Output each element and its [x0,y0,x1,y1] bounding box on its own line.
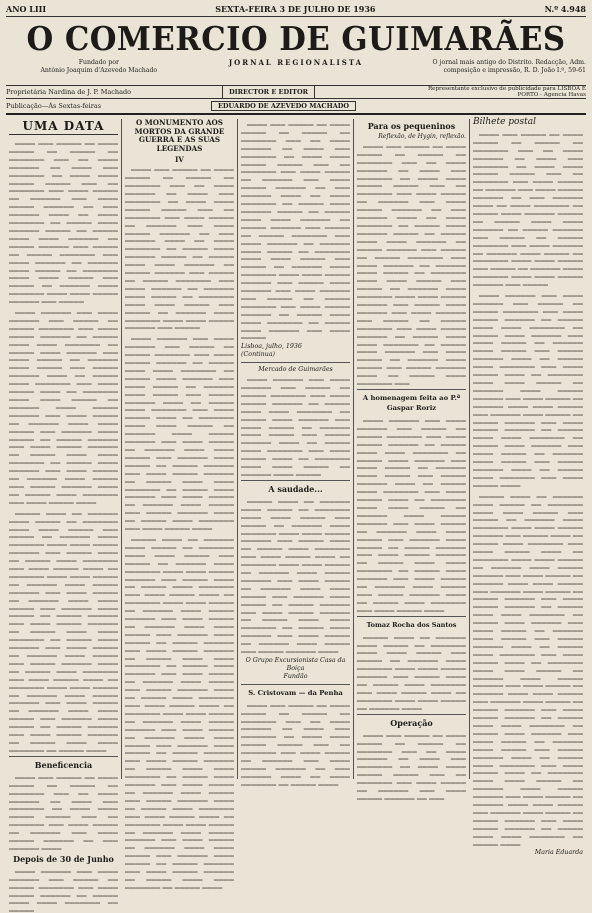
section-title-operacao: Operação [390,717,433,728]
representante: Representante exclusivo de publicidade para LISBOA E PORTO - Agencia Havas [427,86,586,98]
column-4 [354,119,470,800]
column-1 [6,119,122,913]
article-body-placeholder: ▁▁▁▁▁ ▁▁▁▁ ▁▁ ▁▁▁▁▁▁ ▁▁▁▁ ▁▁▁▁▁ ▁▁ ▁▁▁▁▁▁▁ ▁▁▁▁ ▁▁▁▁ ▁▁▁▁▁ ▁▁▁ ▁▁▁▁▁ ▁▁ ▁▁▁▁▁▁ ▁▁▁▁ ▁▁▁▁▁▁▁ ▁▁▁▁ ▁▁▁▁ ▁▁▁▁▁ ▁▁▁▁▁▁ ▁▁▁ ▁▁▁▁▁ ▁▁▁▁ ▁▁ ▁▁▁▁▁ ▁▁▁▁ ▁▁▁▁▁▁▁ ▁▁▁ ▁▁▁▁ ▁▁▁▁▁ ▁▁▁▁ ▁▁ ▁▁▁▁▁▁▁ ▁▁▁▁ ▁▁▁▁ ▁▁▁▁▁ ▁▁ ▁▁▁▁▁▁ ▁▁▁▁ [357,631,466,710]
article-body-placeholder: ▁▁▁▁ ▁▁▁ ▁▁▁▁▁ ▁▁ ▁▁▁▁ ▁▁▁▁▁ ▁▁ ▁▁▁▁▁ ▁▁ ▁▁▁▁▁▁▁ ▁▁▁ ▁▁ ▁▁▁▁ ▁▁▁▁▁▁ ▁▁ ▁▁▁▁ ▁▁▁ ▁▁▁▁▁▁▁ ▁▁ ▁▁▁▁ ▁▁▁▁ ▁▁▁▁▁ ▁▁▁▁▁ ▁▁▁ ▁▁ ▁▁▁▁▁▁▁ ▁▁▁ ▁▁▁▁ ▁▁▁▁▁ ▁▁ ▁▁▁▁▁▁ ▁▁▁ ▁▁▁▁ ▁▁▁▁▁ ▁▁▁▁▁▁ ▁▁ ▁▁▁ ▁▁▁▁▁▁ ▁▁▁▁ [9,771,118,850]
journal-subtitle: JORNAL REGIONALISTA [228,58,364,67]
article-body-placeholder: ▁▁▁▁ ▁▁▁▁▁▁ ▁▁▁ ▁▁▁▁ ▁▁▁▁▁▁ ▁▁▁ ▁▁▁▁▁ ▁▁ ▁▁▁▁▁ ▁▁▁▁▁▁▁ ▁▁▁ ▁▁▁▁ ▁▁▁▁▁ ▁▁▁▁▁▁ ▁▁ ▁▁▁▁▁ ▁▁▁▁ ▁▁▁▁ ▁▁▁▁▁▁▁ ▁▁ ▁▁▁▁▁ ▁▁▁▁ ▁▁▁▁▁▁ ▁▁▁ ▁▁▁▁ ▁▁▁▁▁ ▁▁ ▁▁▁▁▁▁ ▁▁▁▁ ▁▁▁▁▁ ▁▁▁ ▁▁▁▁▁ ▁▁▁▁▁▁ ▁▁▁▁ ▁▁ ▁▁▁▁▁ ▁▁▁▁ ▁▁▁▁▁▁▁ ▁▁▁ ▁▁▁▁ ▁▁▁▁▁ ▁▁▁▁ ▁▁ ▁▁▁▁▁▁▁ ▁▁▁▁ ▁▁▁▁ ▁▁▁▁▁ ▁▁ ▁▁▁▁▁▁ ▁▁▁▁ ▁▁▁▁▁ ▁▁▁▁▁▁ ▁▁▁ ▁▁▁▁ ▁▁▁▁▁ ▁▁ ▁▁▁▁▁▁ ▁▁▁▁ ▁▁▁▁ ▁▁▁▁▁ ▁▁▁ ▁▁▁▁▁▁ ▁▁▁▁ ▁▁▁▁▁ ▁▁ ▁▁▁▁▁ ▁▁▁▁▁▁ ▁▁▁ ▁▁▁▁ ▁▁▁▁▁ ▁▁▁▁▁▁ ▁▁ ▁▁▁▁▁ ▁▁▁▁ ▁▁▁▁ ▁▁▁▁▁▁▁ ▁▁ ▁▁▁▁▁ ▁▁▁▁ ▁▁▁▁▁▁ ▁▁▁ ▁▁▁▁ ▁▁▁▁▁ ▁▁ ▁▁▁▁▁▁ ▁▁▁▁ ▁▁▁▁▁ ▁▁▁ ▁▁▁▁▁ ▁▁▁▁▁▁ ▁▁▁▁ ▁▁ ▁▁▁▁▁ ▁▁▁▁ ▁▁▁▁▁▁▁ ▁▁▁ ▁▁▁▁ ▁▁▁▁▁ ▁▁▁▁ [357,415,466,612]
issue-number: N.º 4.948 [544,4,586,14]
director-label: DIRECTOR E EDITOR [222,85,315,99]
article-body-placeholder: ▁▁▁▁ ▁▁▁ ▁▁▁▁▁ ▁▁ ▁▁▁▁ ▁▁▁▁▁ ▁▁ ▁▁▁▁▁ ▁▁ ▁▁▁▁▁▁▁ ▁▁▁ ▁▁ ▁▁▁▁ ▁▁▁▁▁▁ ▁▁ ▁▁▁▁ ▁▁▁ ▁▁▁▁▁▁▁ ▁▁ ▁▁▁▁ ▁▁▁▁ ▁▁▁▁▁ ▁▁▁▁▁ ▁▁▁ ▁▁ ▁▁▁▁▁▁▁ ▁▁▁ ▁▁▁▁ ▁▁▁▁▁ ▁▁ ▁▁▁▁▁▁ ▁▁▁ ▁▁▁▁ ▁▁▁▁▁ ▁▁▁▁▁▁ ▁▁ ▁▁▁ ▁▁▁▁▁▁ ▁▁▁▁ ▁▁ ▁▁▁▁ ▁▁▁▁▁▁▁ ▁▁ ▁▁▁▁▁ ▁▁▁▁ ▁▁▁▁▁▁ ▁▁▁▁▁ ▁▁ ▁▁▁▁▁ ▁▁▁▁ ▁▁▁▁ ▁▁▁▁▁▁ ▁▁ ▁▁▁▁▁ ▁▁▁▁▁▁ ▁▁▁ ▁▁▁▁▁ ▁▁ ▁▁▁▁▁ ▁▁▁▁▁▁▁ ▁▁▁ ▁▁▁▁ ▁▁▁▁▁▁ ▁▁ ▁▁▁▁▁▁ ▁▁▁▁ ▁▁▁▁▁ ▁▁ ▁▁▁▁▁▁▁ ▁▁▁▁ ▁▁▁▁ ▁▁▁▁▁ ▁▁▁ ▁▁▁▁▁ ▁▁ ▁▁▁▁▁▁ ▁▁▁▁ ▁▁▁▁▁▁▁ ▁▁▁▁ ▁▁▁▁ ▁▁▁▁▁ ▁▁▁▁▁▁ ▁▁▁ ▁▁▁▁▁ ▁▁▁▁ ▁▁▁▁▁▁ ▁▁▁ ▁▁▁▁ ▁▁▁▁▁▁ ▁▁▁ ▁▁▁▁▁ ▁▁ ▁▁▁▁▁ ▁▁▁▁▁▁▁ ▁▁▁ ▁▁▁▁ ▁▁▁▁▁ ▁▁▁▁▁▁ ▁▁ ▁▁▁▁▁ ▁▁▁▁ ▁▁▁▁ ▁▁▁▁▁▁▁ ▁▁ ▁▁▁▁▁ ▁▁▁▁ ▁▁▁▁▁▁ ▁▁▁ ▁▁▁▁ ▁▁▁▁▁ ▁▁ ▁▁▁▁▁▁ ▁▁▁▁ ▁▁▁▁▁ ▁▁▁ ▁▁▁▁▁ ▁▁▁▁▁▁ ▁▁▁▁ ▁▁ ▁▁▁▁▁ ▁▁▁▁ ▁▁▁▁▁▁▁ ▁▁▁ ▁▁▁▁ ▁▁▁▁▁ ▁▁▁▁ ▁▁ ▁▁▁▁▁▁▁ ▁▁▁▁ ▁▁▁▁ ▁▁▁▁▁ ▁▁ ▁▁▁▁▁▁ ▁▁▁▁ ▁▁▁▁▁ ▁▁▁▁▁▁ ▁▁▁ ▁▁▁▁ ▁▁▁▁▁ ▁▁ ▁▁▁▁▁▁ ▁▁▁▁ ▁▁▁▁ ▁▁▁▁▁ ▁▁▁ ▁▁▁▁▁▁ ▁▁▁▁ ▁▁▁▁▁ ▁▁ ▁▁▁▁▁ ▁▁▁▁▁▁ ▁▁▁ ▁▁▁▁ ▁▁▁▁▁ ▁▁▁▁▁▁ ▁▁ ▁▁▁▁▁ ▁▁▁▁ ▁▁▁▁ ▁▁▁▁▁▁▁ ▁▁ ▁▁▁▁▁ ▁▁▁▁ ▁▁▁▁▁▁ ▁▁▁ ▁▁▁▁ ▁▁▁▁▁ ▁▁ ▁▁▁▁▁▁ ▁▁▁▁ ▁▁▁▁▁ ▁▁▁ ▁▁▁▁▁ ▁▁▁▁▁▁ ▁▁▁▁ ▁▁ ▁▁▁▁▁ ▁▁▁▁ ▁▁▁▁▁▁▁ ▁▁▁ ▁▁▁▁ ▁▁▁▁▁ ▁▁▁▁ ▁▁▁▁▁ ▁▁▁▁ ▁▁ ▁▁▁▁▁▁ ▁▁▁▁ ▁▁▁▁▁ ▁▁ ▁▁▁▁▁▁▁ ▁▁▁▁ ▁▁▁▁ ▁▁▁▁▁ ▁▁▁ ▁▁▁▁▁ ▁▁ ▁▁▁▁▁▁ ▁▁▁▁ ▁▁▁▁▁▁▁ ▁▁▁▁ ▁▁▁▁ ▁▁▁▁▁ ▁▁▁▁▁▁ ▁▁▁ ▁▁▁▁▁ ▁▁▁▁ ▁▁ ▁▁▁▁▁ ▁▁▁▁ ▁▁▁▁▁▁▁ ▁▁▁ ▁▁▁▁ ▁▁▁▁▁ ▁▁▁▁ ▁▁ ▁▁▁▁▁▁▁ ▁▁▁▁ ▁▁▁▁ ▁▁▁▁▁ ▁▁ ▁▁▁▁▁▁ ▁▁▁▁ ▁▁▁▁▁ ▁▁▁▁▁▁ ▁▁▁ ▁▁▁▁ ▁▁▁▁▁ ▁▁ ▁▁▁▁▁▁ ▁▁▁▁ ▁▁▁▁ ▁▁▁▁▁ ▁▁▁ ▁▁▁▁▁▁ ▁▁▁▁ ▁▁▁▁▁ ▁▁ ▁▁▁▁▁ ▁▁▁▁▁▁ ▁▁▁ ▁▁▁▁ ▁▁▁▁▁ ▁▁▁▁▁▁ ▁▁ ▁▁▁▁▁ ▁▁▁▁ ▁▁▁▁ ▁▁▁▁▁▁▁ ▁▁ ▁▁▁▁▁ ▁▁▁▁ ▁▁▁▁▁▁ ▁▁▁ ▁▁▁▁ ▁▁▁▁▁ ▁▁ ▁▁▁▁▁▁ ▁▁▁▁ ▁▁▁▁▁ ▁▁▁ ▁▁▁▁▁ ▁▁▁▁▁▁ ▁▁▁▁ ▁▁ ▁▁▁▁▁ ▁▁▁▁ ▁▁▁▁▁▁▁ ▁▁▁ ▁▁▁▁ ▁▁▁▁▁ ▁▁▁▁ ▁▁ ▁▁▁▁▁▁▁ ▁▁▁▁ ▁▁▁▁ ▁▁▁▁▁ ▁▁ ▁▁▁▁▁▁ ▁▁▁▁ ▁▁▁▁▁ ▁▁▁▁▁▁ ▁▁▁ ▁▁▁▁ ▁▁▁▁▁ ▁▁ ▁▁▁▁▁▁ ▁▁▁▁ ▁▁▁▁ ▁▁▁▁▁ ▁▁▁ ▁▁▁▁▁▁ ▁▁▁▁ ▁▁▁▁▁ ▁▁ ▁▁▁▁▁ ▁▁▁▁▁▁ ▁▁▁ ▁▁▁▁ ▁▁▁▁▁ ▁▁▁▁▁▁ ▁▁ ▁▁▁▁▁ ▁▁▁▁ ▁▁▁▁ ▁▁▁▁▁▁▁ ▁▁ ▁▁▁▁▁ ▁▁▁▁ ▁▁▁▁▁▁ ▁▁▁ ▁▁▁▁ ▁▁▁▁▁ ▁▁ ▁▁▁▁▁▁ ▁▁▁▁ ▁▁▁▁▁ ▁▁▁ ▁▁▁▁▁ ▁▁▁▁▁▁ ▁▁▁▁ ▁▁ ▁▁▁▁▁ ▁▁▁▁ ▁▁▁▁▁▁▁ ▁▁▁ ▁▁▁▁ ▁▁▁▁▁ ▁▁▁▁ ▁▁ ▁▁▁▁▁▁▁ ▁▁▁▁ ▁▁▁▁ ▁▁▁▁▁ ▁▁ ▁▁▁▁▁▁ ▁▁▁▁ ▁▁▁▁▁ ▁▁▁▁▁▁ ▁▁▁ ▁▁▁▁ ▁▁▁▁▁ ▁▁ ▁▁▁▁▁▁ ▁▁▁▁ ▁▁▁▁ ▁▁▁▁▁ ▁▁▁ ▁▁▁▁▁▁ ▁▁▁▁ ▁▁▁▁▁ ▁▁ ▁▁▁▁▁ ▁▁▁▁▁▁ ▁▁▁ ▁▁▁▁ ▁▁▁▁▁ ▁▁▁▁▁▁ ▁▁ ▁▁▁▁▁ ▁▁▁▁ ▁▁▁▁ ▁▁▁▁▁▁▁ ▁▁ ▁▁▁▁▁ ▁▁▁▁ [125,164,234,889]
subhead [6,59,586,85]
article-body-placeholder: ▁▁▁▁ ▁▁▁ ▁▁▁▁▁ ▁▁ ▁▁▁▁ ▁▁▁▁▁ ▁▁ ▁▁▁▁▁ ▁▁ ▁▁▁▁▁▁▁ ▁▁▁ ▁▁ ▁▁▁▁ ▁▁▁▁▁▁ ▁▁ ▁▁▁▁ ▁▁▁ ▁▁▁▁▁▁▁ ▁▁ ▁▁▁▁ ▁▁▁▁ ▁▁▁▁▁ ▁▁▁▁▁ ▁▁▁ ▁▁ ▁▁▁▁▁▁▁ ▁▁▁ ▁▁▁▁ ▁▁▁▁▁ ▁▁ ▁▁▁▁▁▁ ▁▁▁ ▁▁▁▁ ▁▁▁▁▁ ▁▁▁▁▁▁ ▁▁ ▁▁▁ ▁▁▁▁▁▁ ▁▁▁▁ ▁▁ ▁▁▁▁ ▁▁▁▁▁▁▁ ▁▁ ▁▁▁▁▁ ▁▁▁▁ [241,699,350,786]
saudade-signature: Fundão [283,672,308,680]
article-title-uma-data: UMA DATA [9,119,118,135]
founder-name: António Joaquim d'Azevedo Machado [40,66,158,74]
footnote-title: Mercado de Guimarães [258,366,333,374]
article-body-placeholder: ▁▁▁▁ ▁▁▁ ▁▁▁▁▁ ▁▁ ▁▁▁▁ ▁▁▁▁▁ ▁▁ ▁▁▁▁▁ ▁▁ ▁▁▁▁▁▁▁ ▁▁▁ ▁▁ ▁▁▁▁ ▁▁▁▁▁▁ ▁▁ ▁▁▁▁ ▁▁▁ ▁▁▁▁▁▁▁ ▁▁ ▁▁▁▁ ▁▁▁▁ ▁▁▁▁▁ ▁▁▁▁▁ ▁▁▁ ▁▁ ▁▁▁▁▁▁▁ ▁▁▁ ▁▁▁▁ ▁▁▁▁▁ ▁▁ ▁▁▁▁▁▁ ▁▁▁ ▁▁▁▁ ▁▁▁▁▁ ▁▁▁▁▁▁ ▁▁ ▁▁▁ ▁▁▁▁▁▁ ▁▁▁▁ ▁▁ ▁▁▁▁ ▁▁▁▁▁▁▁ ▁▁ ▁▁▁▁▁ ▁▁▁▁ ▁▁▁▁▁▁ ▁▁▁▁▁ ▁▁ ▁▁▁▁▁ ▁▁▁▁ ▁▁▁▁ ▁▁▁▁▁▁ ▁▁ ▁▁▁▁▁ ▁▁▁▁▁▁ ▁▁▁ ▁▁▁▁▁ ▁▁ ▁▁▁▁▁ ▁▁▁▁▁▁▁ ▁▁▁ ▁▁▁▁ ▁▁▁▁▁▁ ▁▁ ▁▁▁▁▁▁ ▁▁▁▁ ▁▁▁▁▁ ▁▁ ▁▁▁▁▁▁▁ ▁▁▁▁ ▁▁▁▁ ▁▁▁▁▁ ▁▁▁ ▁▁▁▁▁ ▁▁ ▁▁▁▁▁▁ ▁▁▁▁ ▁▁▁▁▁▁▁ ▁▁▁▁ ▁▁▁▁ ▁▁▁▁▁ ▁▁▁▁▁▁ ▁▁▁ ▁▁▁▁▁ ▁▁▁▁ ▁▁▁▁▁▁ ▁▁▁ ▁▁▁▁ ▁▁▁▁▁▁ ▁▁▁ ▁▁▁▁▁ ▁▁ ▁▁▁▁▁ ▁▁▁▁▁▁▁ ▁▁▁ ▁▁▁▁ ▁▁▁▁▁ ▁▁▁▁▁▁ ▁▁ ▁▁▁▁▁ ▁▁▁▁ ▁▁▁▁ ▁▁▁▁▁▁▁ ▁▁ ▁▁▁▁▁ ▁▁▁▁ ▁▁▁▁▁▁ ▁▁▁ ▁▁▁▁ ▁▁▁▁▁ ▁▁ ▁▁▁▁▁▁ ▁▁▁▁ ▁▁▁▁▁ ▁▁▁ ▁▁▁▁▁ ▁▁▁▁▁▁ ▁▁▁▁ ▁▁ ▁▁▁▁▁ ▁▁▁▁ ▁▁▁▁▁▁▁ ▁▁▁ [357,140,466,386]
column-3 [238,119,354,786]
column-2 [122,118,238,889]
director-name: EDUARDO DE AZEVEDO MACHADO [211,101,356,111]
article-body-placeholder: ▁▁▁▁ ▁▁▁ ▁▁▁▁▁ ▁▁ ▁▁▁▁ ▁▁▁▁▁ ▁▁ ▁▁▁▁▁ ▁▁ ▁▁▁▁▁▁▁ ▁▁▁ ▁▁ ▁▁▁▁ ▁▁▁▁▁▁ ▁▁ ▁▁▁▁ ▁▁▁ ▁▁▁▁▁▁▁ ▁▁ ▁▁▁▁ ▁▁▁▁ ▁▁▁▁▁ ▁▁▁▁▁ ▁▁▁ ▁▁ ▁▁▁▁▁▁▁ ▁▁▁ ▁▁▁▁ ▁▁▁▁▁ ▁▁ ▁▁▁▁▁▁ ▁▁▁ ▁▁▁▁ ▁▁▁▁▁ ▁▁▁▁▁▁ ▁▁ ▁▁▁ ▁▁▁▁▁▁ ▁▁▁▁ ▁▁ ▁▁▁▁ ▁▁▁▁▁▁▁ ▁▁ ▁▁▁▁▁ ▁▁▁▁ ▁▁▁▁▁▁ ▁▁▁▁▁ ▁▁ ▁▁▁▁▁ ▁▁▁▁ ▁▁▁▁ ▁▁▁▁▁▁ ▁▁ ▁▁▁▁▁ ▁▁▁▁▁▁ ▁▁▁ ▁▁▁▁▁ ▁▁ ▁▁▁▁▁ ▁▁▁▁▁▁▁ ▁▁▁ ▁▁▁▁ ▁▁▁▁▁▁ ▁▁ ▁▁▁▁▁▁ ▁▁▁▁ ▁▁▁▁▁ ▁▁ ▁▁▁▁▁▁▁ ▁▁▁▁ ▁▁▁▁ ▁▁▁▁▁ ▁▁▁ ▁▁▁▁▁ ▁▁ ▁▁▁▁▁▁ ▁▁▁▁ ▁▁▁▁▁▁▁ ▁▁▁▁ ▁▁▁▁ ▁▁▁▁▁ ▁▁▁▁▁▁ ▁▁▁ ▁▁▁▁▁ ▁▁▁▁ ▁▁▁▁▁▁ ▁▁▁ ▁▁▁▁ ▁▁▁▁▁▁ ▁▁▁ ▁▁▁▁▁ ▁▁ ▁▁▁▁▁ ▁▁▁▁▁▁▁ ▁▁▁ ▁▁▁▁ ▁▁▁▁▁ ▁▁▁▁▁▁ ▁▁ ▁▁▁▁▁ ▁▁▁▁ ▁▁▁▁ ▁▁▁▁▁▁▁ ▁▁ ▁▁▁▁▁ ▁▁▁▁ ▁▁▁▁▁▁ ▁▁▁ ▁▁▁▁ ▁▁▁▁▁ ▁▁ ▁▁▁▁▁▁ ▁▁▁▁ ▁▁▁▁▁ ▁▁▁ ▁▁▁▁▁ ▁▁▁▁▁▁ ▁▁▁▁ ▁▁ ▁▁▁▁▁ ▁▁▁▁ ▁▁▁▁▁▁▁ ▁▁▁ ▁▁▁▁ ▁▁▁▁▁ ▁▁▁▁ ▁▁ ▁▁▁▁▁▁▁ ▁▁▁▁ ▁▁▁▁ ▁▁▁▁▁ ▁▁ ▁▁▁▁▁▁ ▁▁▁▁ ▁▁▁▁▁ ▁▁▁▁▁▁ ▁▁▁ ▁▁▁▁ ▁▁▁▁▁ ▁▁ ▁▁▁▁▁▁ ▁▁▁▁ ▁▁▁▁ ▁▁▁▁▁ ▁▁▁ ▁▁▁▁▁▁ ▁▁▁▁ ▁▁▁▁▁ ▁▁ ▁▁▁▁▁ ▁▁▁▁▁▁ ▁▁▁ ▁▁▁▁ ▁▁▁▁▁ ▁▁▁▁▁▁ ▁▁ ▁▁▁▁▁ ▁▁▁▁ ▁▁▁▁ ▁▁▁▁▁▁▁ ▁▁ ▁▁▁▁▁ ▁▁▁▁ ▁▁▁▁▁▁ ▁▁▁ ▁▁▁▁ ▁▁▁▁▁ ▁▁ ▁▁▁▁▁▁ ▁▁▁▁ ▁▁▁▁▁ ▁▁▁ ▁▁▁▁▁ ▁▁▁▁▁▁ ▁▁▁▁ ▁▁ ▁▁▁▁▁ ▁▁▁▁ ▁▁▁▁▁▁▁ ▁▁▁ ▁▁▁▁ ▁▁▁▁▁ ▁▁▁▁ ▁▁▁▁▁ ▁▁▁▁ ▁▁ ▁▁▁▁▁▁ ▁▁▁▁ ▁▁▁▁▁ ▁▁ ▁▁▁▁▁▁▁ ▁▁▁▁ ▁▁▁▁ ▁▁▁▁▁ ▁▁▁ ▁▁▁▁▁ ▁▁ ▁▁▁▁▁▁ ▁▁▁▁ ▁▁▁▁▁▁▁ ▁▁▁▁ ▁▁▁▁ ▁▁▁▁▁ ▁▁▁▁▁▁ ▁▁▁ ▁▁▁▁▁ ▁▁▁▁ ▁▁ ▁▁▁▁▁ ▁▁▁▁ ▁▁▁▁▁▁▁ ▁▁▁ ▁▁▁▁ ▁▁▁▁▁ ▁▁▁▁ ▁▁ ▁▁▁▁▁▁▁ ▁▁▁▁ ▁▁▁▁ ▁▁▁▁▁ ▁▁ ▁▁▁▁▁▁ ▁▁▁▁ ▁▁▁▁▁ ▁▁▁▁▁▁ ▁▁▁ ▁▁▁▁ ▁▁▁▁▁ ▁▁ ▁▁▁▁▁▁ ▁▁▁▁ ▁▁▁▁ ▁▁▁▁▁ ▁▁▁ ▁▁▁▁▁▁ ▁▁▁▁ ▁▁▁▁▁ ▁▁ ▁▁▁▁▁ ▁▁▁▁▁▁ ▁▁▁ ▁▁▁▁ ▁▁▁▁▁ ▁▁▁▁▁▁ ▁▁ ▁▁▁▁▁ ▁▁▁▁ ▁▁▁▁ ▁▁▁▁▁▁▁ ▁▁ ▁▁▁▁▁ ▁▁▁▁ ▁▁▁▁▁▁ ▁▁▁ ▁▁▁▁ ▁▁▁▁▁ ▁▁ ▁▁▁▁▁▁ ▁▁▁▁ ▁▁▁▁▁ ▁▁▁ ▁▁▁▁▁ ▁▁▁▁▁▁ ▁▁▁▁ ▁▁ ▁▁▁▁▁ ▁▁▁▁ ▁▁▁▁▁▁▁ ▁▁▁ ▁▁▁▁ ▁▁▁▁▁ ▁▁▁▁ ▁▁ ▁▁▁▁▁▁▁ ▁▁▁▁ ▁▁▁▁ ▁▁▁▁▁ ▁▁ ▁▁▁▁▁▁ ▁▁▁▁ ▁▁▁▁▁ ▁▁▁▁▁▁ ▁▁▁ ▁▁▁▁ ▁▁▁▁▁ ▁▁ ▁▁▁▁▁▁ ▁▁▁▁ ▁▁▁▁ ▁▁▁▁▁ ▁▁▁ ▁▁▁▁▁▁ ▁▁▁▁ ▁▁▁▁▁ ▁▁ ▁▁▁▁▁ ▁▁▁▁▁▁ ▁▁▁ ▁▁▁▁ ▁▁▁▁▁ ▁▁▁▁▁▁ ▁▁ ▁▁▁▁▁ ▁▁▁▁ ▁▁▁▁ ▁▁▁▁▁▁▁ ▁▁ ▁▁▁▁▁ ▁▁▁▁ ▁▁▁▁▁▁ ▁▁▁ ▁▁▁▁ ▁▁▁▁▁ ▁▁ ▁▁▁▁▁▁ ▁▁▁▁ ▁▁▁▁▁ ▁▁▁ ▁▁▁▁▁ ▁▁▁▁▁▁ ▁▁▁▁ ▁▁ ▁▁▁▁▁ ▁▁▁▁ ▁▁▁▁▁▁▁ ▁▁▁ ▁▁▁▁ ▁▁▁▁▁ ▁▁▁▁ ▁▁ ▁▁▁▁▁▁▁ ▁▁▁▁ ▁▁▁▁ ▁▁▁▁▁ ▁▁ ▁▁▁▁▁▁ ▁▁▁▁ ▁▁▁▁▁ ▁▁▁▁▁▁ ▁▁▁ ▁▁▁▁ ▁▁▁▁▁ ▁▁ ▁▁▁▁▁▁ ▁▁▁▁ ▁▁▁▁ ▁▁▁▁▁ ▁▁▁ ▁▁▁▁▁▁ ▁▁▁▁ ▁▁▁▁▁ ▁▁ ▁▁▁▁▁ ▁▁▁▁▁▁ ▁▁▁ ▁▁▁▁ ▁▁▁▁▁ ▁▁▁▁▁▁ ▁▁ ▁▁▁▁▁ ▁▁▁▁ ▁▁▁▁ ▁▁▁▁▁▁▁ ▁▁ ▁▁▁▁▁ ▁▁▁▁ [473,128,583,846]
saudade-group: O Grupo Excursionista Casa da Boiça [245,657,346,672]
article-title-bilhete: Bilhete postal [473,117,536,127]
signoff-date: Lisboa, julho, 1936 [241,343,302,351]
article-title-pequeninos: Para os pequeninos [367,121,456,131]
column-5 [470,117,586,857]
info-bar-2 [6,99,586,115]
founder-block [6,59,192,74]
issue-date: SEXTA-FEIRA 3 DE JULHO DE 1936 [215,4,376,14]
section-title-depois: Depois de 30 de Junho [13,853,114,864]
year-label: ANO LIII [6,4,47,14]
section-title-beneficencia: Beneficencia [34,759,93,770]
section-title-tomaz: Tomaz Rocha dos Santos [366,620,457,629]
section-title-cristovam: S. Cristovam — da Penha [248,688,343,697]
masthead-title: O COMERCIO DE GUIMARÃES [26,19,566,58]
section-number: IV [175,155,184,165]
article-body-placeholder: ▁▁▁▁ ▁▁▁▁▁▁ ▁▁▁ ▁▁▁▁ ▁▁▁▁▁▁ ▁▁▁ ▁▁▁▁▁ ▁▁ ▁▁▁▁▁ ▁▁▁▁▁▁▁ ▁▁▁ ▁▁▁▁ ▁▁▁▁▁ ▁▁▁▁▁▁ ▁▁ ▁▁▁▁▁ ▁▁▁▁ ▁▁▁▁ ▁▁▁▁▁▁▁ ▁▁ ▁▁▁▁▁ [9,865,118,913]
article-body-placeholder: ▁▁▁▁▁ ▁▁▁▁ ▁▁ ▁▁▁▁▁▁ ▁▁▁▁ ▁▁▁▁▁ ▁▁ ▁▁▁▁▁▁▁ ▁▁▁▁ ▁▁▁▁ ▁▁▁▁▁ ▁▁▁ ▁▁▁▁▁ ▁▁ ▁▁▁▁▁▁ ▁▁▁▁ ▁▁▁▁▁▁▁ ▁▁▁▁ ▁▁▁▁ ▁▁▁▁▁ ▁▁▁▁▁▁ ▁▁▁ ▁▁▁▁▁ ▁▁▁▁ ▁▁ ▁▁▁▁▁ ▁▁▁▁ ▁▁▁▁▁▁▁ ▁▁▁ ▁▁▁▁ ▁▁▁▁▁ ▁▁▁▁ ▁▁ ▁▁▁▁▁▁▁ ▁▁▁▁ ▁▁▁▁ ▁▁▁▁▁ ▁▁ ▁▁▁▁▁▁ ▁▁▁▁ ▁▁▁▁▁ ▁▁▁▁▁▁ ▁▁▁ ▁▁▁▁ ▁▁▁▁▁ ▁▁ ▁▁▁▁▁▁ ▁▁▁▁ ▁▁▁▁ ▁▁▁▁▁ ▁▁▁ ▁▁▁▁▁▁ ▁▁▁▁ ▁▁▁▁▁ ▁▁ ▁▁▁▁▁ ▁▁▁▁▁▁ ▁▁▁ ▁▁▁▁ ▁▁▁▁▁ ▁▁▁▁▁▁ ▁▁ ▁▁▁▁▁ ▁▁▁▁ ▁▁▁▁ ▁▁▁▁▁▁▁ ▁▁ ▁▁▁▁▁ ▁▁▁▁ ▁▁▁▁▁▁ ▁▁▁ ▁▁▁▁ ▁▁▁▁▁ ▁▁ ▁▁▁▁▁▁ ▁▁▁▁ ▁▁▁▁▁ ▁▁▁ ▁▁▁▁▁ ▁▁▁▁▁▁ ▁▁▁▁ [241,495,350,654]
article-body-placeholder: ▁▁▁▁ ▁▁▁ ▁▁▁▁▁ ▁▁ ▁▁▁▁ ▁▁▁▁▁ ▁▁ ▁▁▁▁▁ ▁▁ ▁▁▁▁▁▁▁ ▁▁▁ ▁▁ ▁▁▁▁ ▁▁▁▁▁▁ ▁▁ ▁▁▁▁ ▁▁▁ ▁▁▁▁▁▁▁ ▁▁ ▁▁▁▁ ▁▁▁▁ ▁▁▁▁▁ ▁▁▁▁▁ ▁▁▁ ▁▁ ▁▁▁▁▁▁▁ ▁▁▁ ▁▁▁▁ ▁▁▁▁▁ ▁▁ ▁▁▁▁▁▁ ▁▁▁ ▁▁▁▁ ▁▁▁▁▁ ▁▁▁▁▁▁ ▁▁ ▁▁▁ [357,729,466,800]
founded-label: Fundado por [78,59,119,66]
top-info-line [6,4,586,17]
info-bar [6,85,586,99]
continua-note: (Continua) [241,351,275,359]
article-body-placeholder: ▁▁▁▁ ▁▁▁ ▁▁▁▁▁ ▁▁ ▁▁▁▁ ▁▁▁▁▁ ▁▁ ▁▁▁▁▁ ▁▁ ▁▁▁▁▁▁▁ ▁▁▁ ▁▁ ▁▁▁▁ ▁▁▁▁▁▁ ▁▁ ▁▁▁▁ ▁▁▁ ▁▁▁▁▁▁▁ ▁▁ ▁▁▁▁ ▁▁▁▁ ▁▁▁▁▁ ▁▁▁▁▁ ▁▁▁ ▁▁ ▁▁▁▁▁▁▁ ▁▁▁ ▁▁▁▁ ▁▁▁▁▁ ▁▁ ▁▁▁▁▁▁ ▁▁▁ ▁▁▁▁ ▁▁▁▁▁ ▁▁▁▁▁▁ ▁▁ ▁▁▁ ▁▁▁▁▁▁ ▁▁▁▁ ▁▁ ▁▁▁▁ ▁▁▁▁▁▁▁ ▁▁ ▁▁▁▁▁ ▁▁▁▁ ▁▁▁▁▁▁ ▁▁▁▁▁ ▁▁ ▁▁▁▁▁ ▁▁▁▁ ▁▁▁▁ ▁▁▁▁▁▁ ▁▁ ▁▁▁▁▁ ▁▁▁▁▁▁ ▁▁▁ ▁▁▁▁▁ ▁▁ ▁▁▁▁▁ ▁▁▁▁▁▁▁ ▁▁▁ ▁▁▁▁ ▁▁▁▁▁▁ ▁▁ ▁▁▁▁▁▁ ▁▁▁▁ ▁▁▁▁▁ ▁▁ ▁▁▁▁▁▁▁ ▁▁▁▁ ▁▁▁▁ ▁▁▁▁▁ ▁▁▁ ▁▁▁▁▁ ▁▁ ▁▁▁▁▁▁ ▁▁▁▁ ▁▁▁▁▁▁▁ ▁▁▁▁ ▁▁▁▁ ▁▁▁▁▁ ▁▁▁▁▁▁ ▁▁▁ ▁▁▁▁▁ ▁▁▁▁ ▁▁▁▁▁▁ ▁▁▁ ▁▁▁▁ ▁▁▁▁▁▁ ▁▁▁ ▁▁▁▁▁ ▁▁ ▁▁▁▁▁ ▁▁▁▁▁▁▁ ▁▁▁ ▁▁▁▁ ▁▁▁▁▁ ▁▁▁▁▁▁ ▁▁ ▁▁▁▁▁ ▁▁▁▁ ▁▁▁▁ ▁▁▁▁▁▁▁ ▁▁ ▁▁▁▁▁ ▁▁▁▁ ▁▁▁▁▁▁ ▁▁▁ ▁▁▁▁ ▁▁▁▁▁ [241,119,350,340]
section-title-homenagem: A homenagem feita ao P.ª Gaspar Roriz [362,394,461,412]
signature: Maria Eduarda [534,849,583,857]
article-columns [6,117,586,913]
publicacao: Publicação—Ás Sextas-feiras [6,102,102,110]
section-title-saudade: A saudade... [268,483,323,494]
article-body-placeholder: ▁▁▁▁ ▁▁▁▁▁▁ ▁▁▁ ▁▁▁▁ ▁▁▁▁▁▁ ▁▁▁ ▁▁▁▁▁ ▁▁ ▁▁▁▁▁ ▁▁▁▁▁▁▁ ▁▁▁ ▁▁▁▁ ▁▁▁▁▁ ▁▁▁▁▁▁ ▁▁ ▁▁▁▁▁ ▁▁▁▁ ▁▁▁▁ ▁▁▁▁▁▁▁ ▁▁ ▁▁▁▁▁ ▁▁▁▁ ▁▁▁▁▁▁ ▁▁▁ ▁▁▁▁ ▁▁▁▁▁ ▁▁ ▁▁▁▁▁▁ ▁▁▁▁ ▁▁▁▁▁ ▁▁▁ ▁▁▁▁▁ ▁▁▁▁▁▁ ▁▁▁▁ ▁▁ ▁▁▁▁▁ ▁▁▁▁ ▁▁▁▁▁▁▁ ▁▁▁ ▁▁▁▁ ▁▁▁▁▁ ▁▁▁▁ ▁▁ ▁▁▁▁▁▁▁ ▁▁▁▁ ▁▁▁▁ ▁▁▁▁▁ ▁▁ ▁▁▁▁▁▁ ▁▁▁▁ ▁▁▁▁▁ [241,374,350,476]
article-title-monumento: O MONUMENTO AOS MORTOS DA GRANDE GUERRA E AS SUAS LEGENDAS [134,118,225,153]
proprietaria: Proprietária Nardina de J. P. Machado [6,88,132,96]
right-info: O jornal mais antigo do Distrito. Redacção, Adm. composição e impressão, R. D. João I.º, 59-61 [432,59,586,74]
article-body-placeholder: ▁▁▁▁ ▁▁▁ ▁▁▁▁▁ ▁▁ ▁▁▁▁ ▁▁▁▁▁ ▁▁ ▁▁▁▁▁ ▁▁ ▁▁▁▁▁▁▁ ▁▁▁ ▁▁ ▁▁▁▁ ▁▁▁▁▁▁ ▁▁ ▁▁▁▁ ▁▁▁ ▁▁▁▁▁▁▁ ▁▁ ▁▁▁▁ ▁▁▁▁ ▁▁▁▁▁ ▁▁▁▁▁ ▁▁▁ ▁▁ ▁▁▁▁▁▁▁ ▁▁▁ ▁▁▁▁ ▁▁▁▁▁ ▁▁ ▁▁▁▁▁▁ ▁▁▁ ▁▁▁▁ ▁▁▁▁▁ ▁▁▁▁▁▁ ▁▁ ▁▁▁ ▁▁▁▁▁▁ ▁▁▁▁ ▁▁ ▁▁▁▁ ▁▁▁▁▁▁▁ ▁▁ ▁▁▁▁▁ ▁▁▁▁ ▁▁▁▁▁▁ ▁▁▁▁▁ ▁▁ ▁▁▁▁▁ ▁▁▁▁ ▁▁▁▁ ▁▁▁▁▁▁ ▁▁ ▁▁▁▁▁ ▁▁▁▁▁▁ ▁▁▁ ▁▁▁▁▁ ▁▁ ▁▁▁▁▁ ▁▁▁▁▁▁▁ ▁▁▁ ▁▁▁▁ ▁▁▁▁▁▁ ▁▁ ▁▁▁▁▁▁ ▁▁▁▁ ▁▁▁▁▁ ▁▁ ▁▁▁▁▁▁▁ ▁▁▁▁ ▁▁▁▁ ▁▁▁▁▁ ▁▁▁ ▁▁▁▁▁ ▁▁ ▁▁▁▁▁▁ ▁▁▁▁ ▁▁▁▁▁▁▁ ▁▁▁▁ ▁▁▁▁ ▁▁▁▁▁ ▁▁▁▁▁▁ ▁▁▁ ▁▁▁▁▁ ▁▁▁▁ ▁▁▁▁▁▁ ▁▁▁ ▁▁▁▁ ▁▁▁▁▁▁ ▁▁▁ ▁▁▁▁▁ ▁▁ ▁▁▁▁▁ ▁▁▁▁▁▁▁ ▁▁▁ ▁▁▁▁ ▁▁▁▁▁ ▁▁▁▁▁▁ ▁▁ ▁▁▁▁▁ ▁▁▁▁ ▁▁▁▁ ▁▁▁▁▁▁▁ ▁▁ ▁▁▁▁▁ ▁▁▁▁ ▁▁▁▁▁▁ ▁▁▁ ▁▁▁▁ ▁▁▁▁▁ ▁▁ ▁▁▁▁▁▁ ▁▁▁▁ ▁▁▁▁▁ ▁▁▁ ▁▁▁▁▁ ▁▁▁▁▁▁ ▁▁▁▁ ▁▁ ▁▁▁▁▁ ▁▁▁▁ ▁▁▁▁▁▁▁ ▁▁▁ ▁▁▁▁ ▁▁▁▁▁ ▁▁▁▁ ▁▁ ▁▁▁▁▁▁▁ ▁▁▁▁ ▁▁▁▁ ▁▁▁▁▁ ▁▁ ▁▁▁▁▁▁ ▁▁▁▁ ▁▁▁▁▁ ▁▁▁▁▁▁ ▁▁▁ ▁▁▁▁ ▁▁▁▁▁ ▁▁ ▁▁▁▁▁▁ ▁▁▁▁ ▁▁▁▁ ▁▁▁▁▁ ▁▁▁ ▁▁▁▁▁▁ ▁▁▁▁ ▁▁▁▁▁ ▁▁ ▁▁▁▁▁ ▁▁▁▁▁▁ ▁▁▁ ▁▁▁▁ ▁▁▁▁▁ ▁▁▁▁▁▁ ▁▁ ▁▁▁▁▁ ▁▁▁▁ ▁▁▁▁ ▁▁▁▁▁▁▁ ▁▁ ▁▁▁▁▁ ▁▁▁▁ ▁▁▁▁▁▁ ▁▁▁ ▁▁▁▁ ▁▁▁▁▁ ▁▁ ▁▁▁▁▁▁ ▁▁▁▁ ▁▁▁▁▁ ▁▁▁ ▁▁▁▁▁ ▁▁▁▁▁▁ ▁▁▁▁ ▁▁ ▁▁▁▁▁ ▁▁▁▁ ▁▁▁▁▁▁▁ ▁▁▁ ▁▁▁▁ ▁▁▁▁▁ ▁▁▁▁ ▁▁▁▁▁ ▁▁▁▁ ▁▁ ▁▁▁▁▁▁ ▁▁▁▁ ▁▁▁▁▁ ▁▁ ▁▁▁▁▁▁▁ ▁▁▁▁ ▁▁▁▁ ▁▁▁▁▁ ▁▁▁ ▁▁▁▁▁ ▁▁ ▁▁▁▁▁▁ ▁▁▁▁ ▁▁▁▁▁▁▁ ▁▁▁▁ ▁▁▁▁ ▁▁▁▁▁ ▁▁▁▁▁▁ ▁▁▁ ▁▁▁▁▁ ▁▁▁▁ ▁▁ ▁▁▁▁▁ ▁▁▁▁ ▁▁▁▁▁▁▁ ▁▁▁ ▁▁▁▁ ▁▁▁▁▁ ▁▁▁▁ ▁▁ ▁▁▁▁▁▁▁ ▁▁▁▁ ▁▁▁▁ ▁▁▁▁▁ ▁▁ ▁▁▁▁▁▁ ▁▁▁▁ ▁▁▁▁▁ ▁▁▁▁▁▁ ▁▁▁ ▁▁▁▁ ▁▁▁▁▁ ▁▁ ▁▁▁▁▁▁ ▁▁▁▁ ▁▁▁▁ ▁▁▁▁▁ ▁▁▁ ▁▁▁▁▁▁ ▁▁▁▁ ▁▁▁▁▁ ▁▁ ▁▁▁▁▁ ▁▁▁▁▁▁ ▁▁▁ ▁▁▁▁ ▁▁▁▁▁ ▁▁▁▁▁▁ ▁▁ ▁▁▁▁▁ ▁▁▁▁ ▁▁▁▁ ▁▁▁▁▁▁▁ ▁▁ ▁▁▁▁▁ ▁▁▁▁ ▁▁▁▁▁▁ ▁▁▁ ▁▁▁▁ ▁▁▁▁▁ ▁▁ ▁▁▁▁▁▁ ▁▁▁▁ ▁▁▁▁▁ ▁▁▁ ▁▁▁▁▁ ▁▁▁▁▁▁ ▁▁▁▁ ▁▁ ▁▁▁▁▁ ▁▁▁▁ ▁▁▁▁▁▁▁ ▁▁▁ ▁▁▁▁ ▁▁▁▁▁ ▁▁▁▁ ▁▁ ▁▁▁▁▁▁▁ ▁▁▁▁ ▁▁▁▁ ▁▁▁▁▁ ▁▁ ▁▁▁▁▁▁ ▁▁▁▁ ▁▁▁▁▁ ▁▁▁▁▁▁ ▁▁▁ ▁▁▁▁ ▁▁▁▁▁ ▁▁ ▁▁▁▁▁▁ ▁▁▁▁ ▁▁▁▁ ▁▁▁▁▁ ▁▁▁ ▁▁▁▁▁▁ ▁▁▁▁ ▁▁▁▁▁ ▁▁ ▁▁▁▁▁ ▁▁▁▁▁▁ ▁▁▁ ▁▁▁▁ ▁▁▁▁▁ ▁▁▁▁▁▁ ▁▁ ▁▁▁▁▁ ▁▁▁▁ ▁▁▁▁ ▁▁▁▁▁▁▁ ▁▁ ▁▁▁▁▁ ▁▁▁▁ [9,138,118,752]
article-subtitle-reflexao: Reflexão, de Hygin, reflexão. [378,133,466,140]
